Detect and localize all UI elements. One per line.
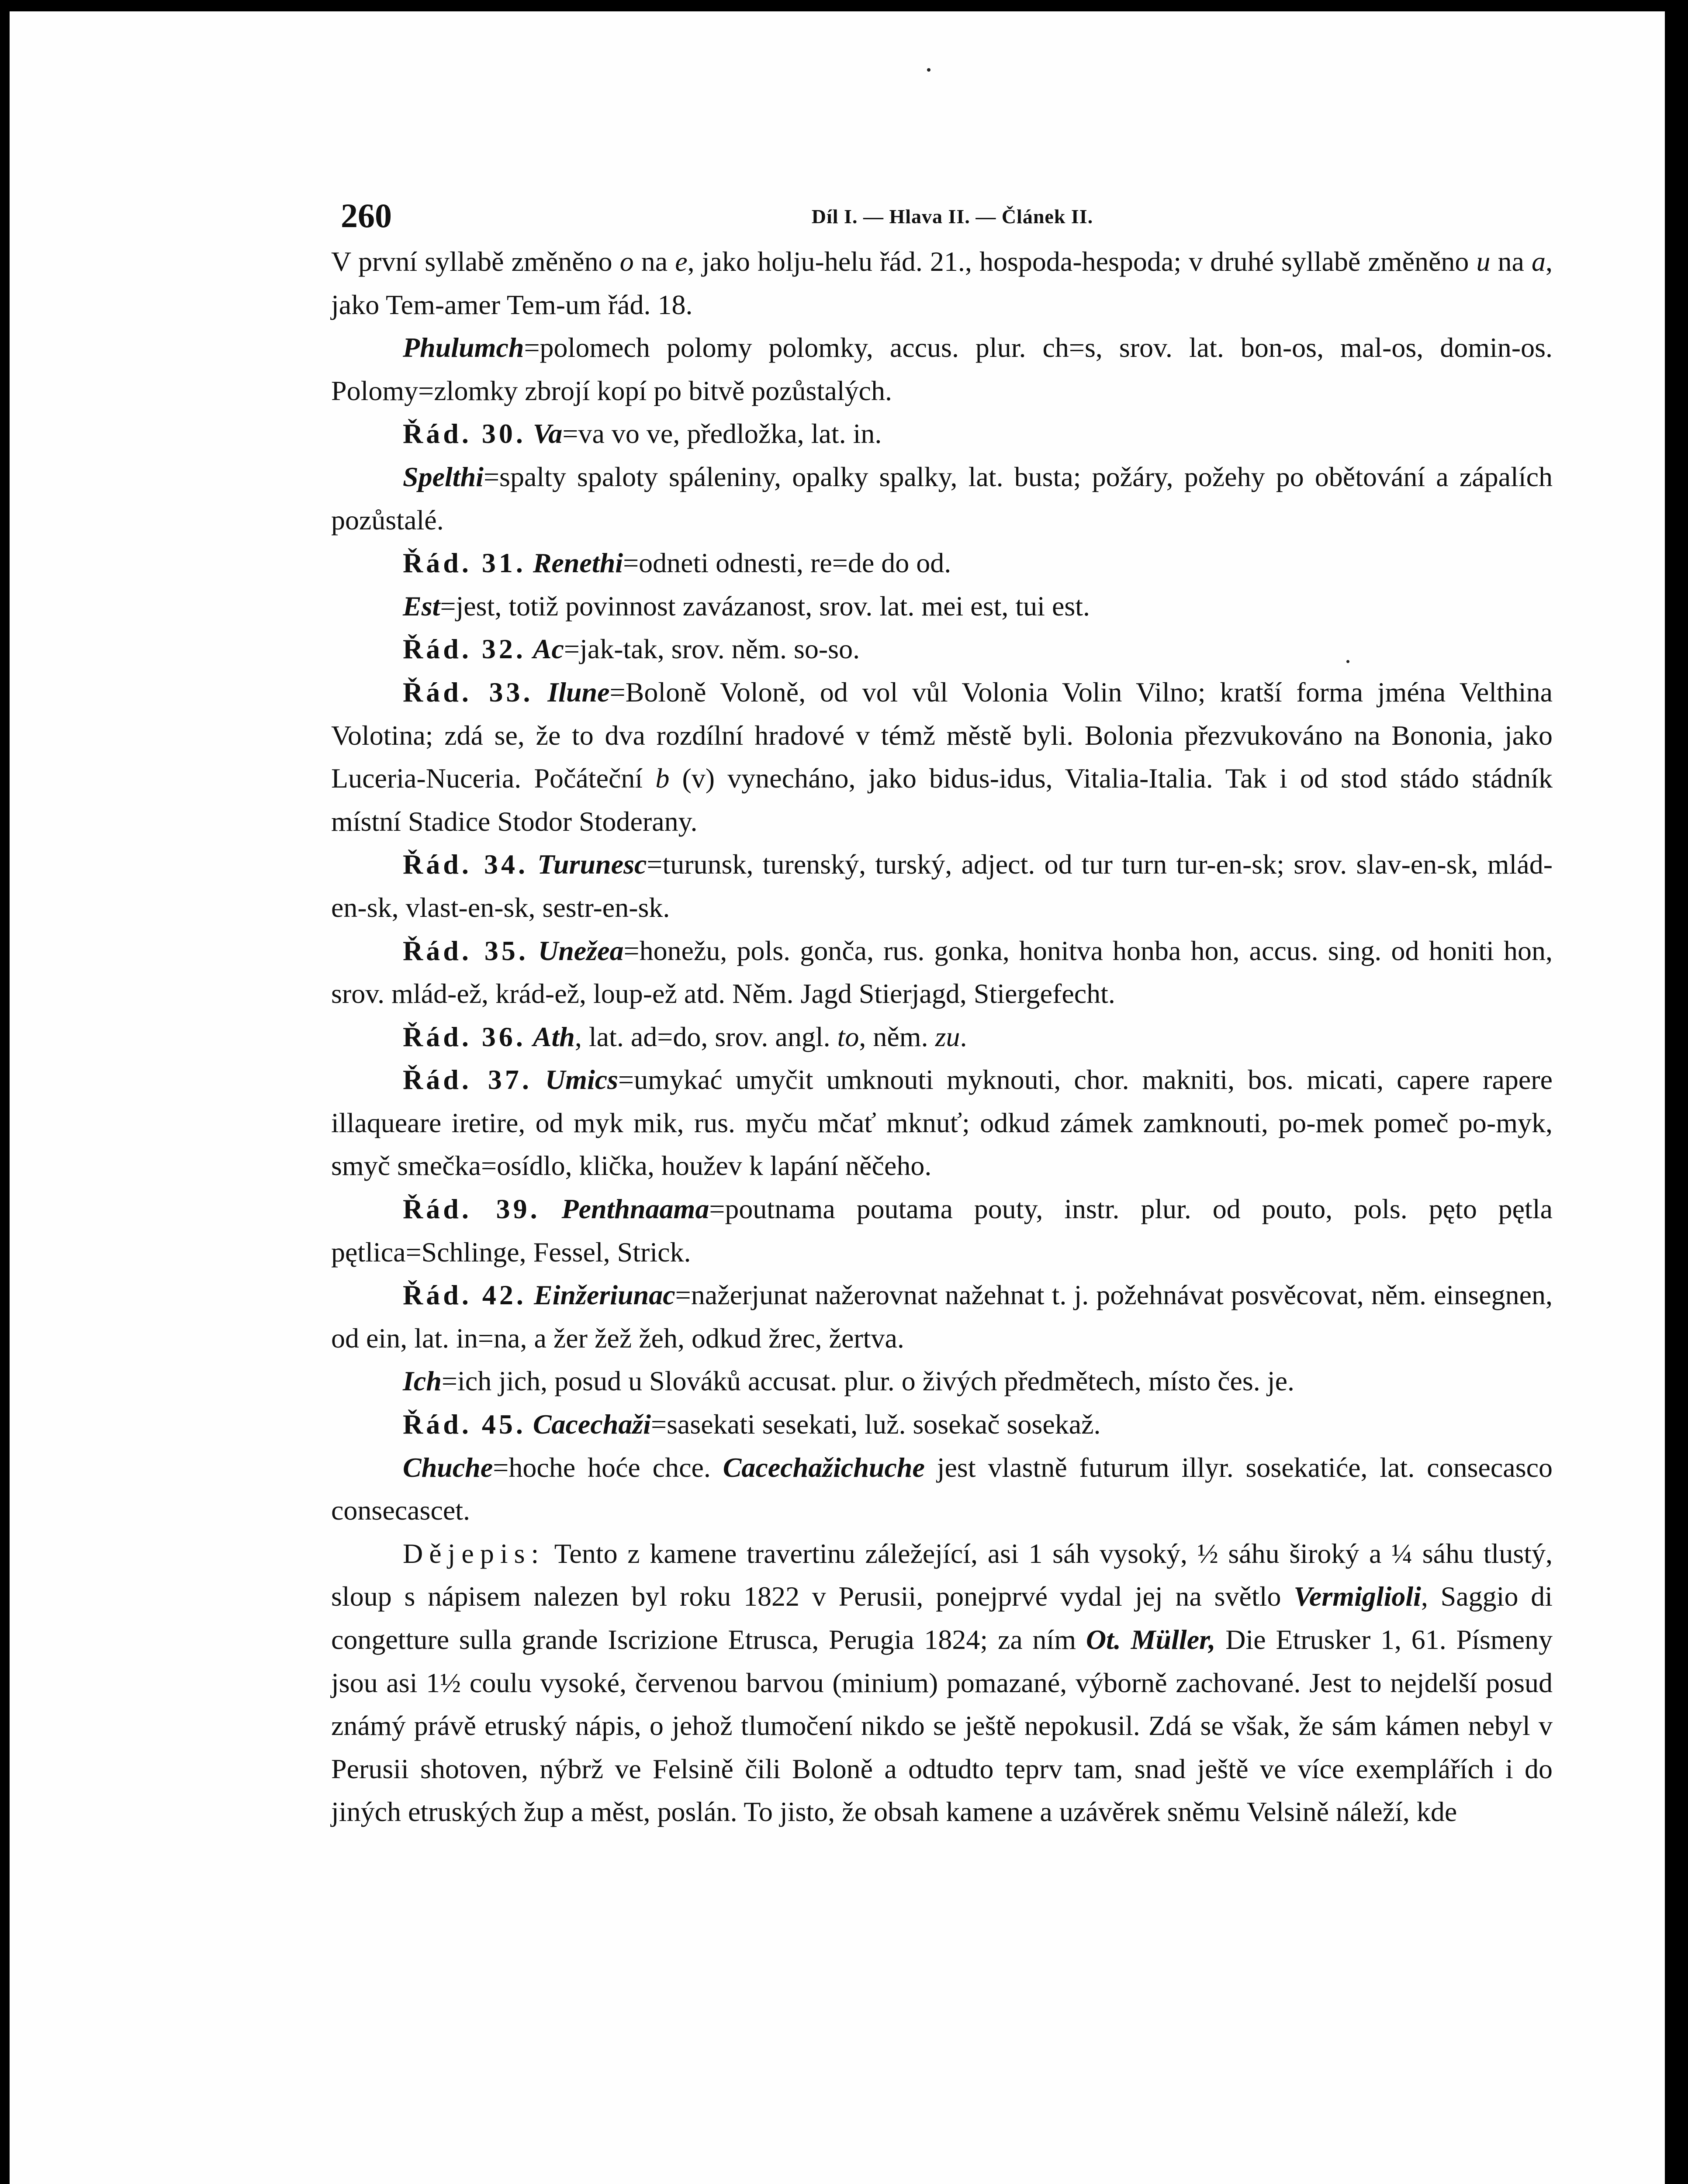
etruscan-term: Ac bbox=[533, 633, 564, 665]
gloss-text: (v) vynecháno, jako bidus-idus, Vitalia-Italia. Tak i od stod stádo stádník místní Stadice Stodor Stoderany. bbox=[331, 763, 1553, 837]
paragraph bbox=[331, 542, 1553, 585]
etruscan-term: Renethi bbox=[533, 547, 623, 579]
text-run: , Saggio di congetture sulla grande Iscrizione Etrusca, Perugia 1824; za ním bbox=[331, 1581, 1553, 1655]
gloss-text: =honežu, pols. gonča, rus. gonka, honitva honba hon, accus. sing. od honiti hon, srov. mlád-ež, krád-ež, loup-ež atd. Něm. Jagd Stierjagd, Stiergefecht. bbox=[331, 935, 1553, 1009]
text-run: e bbox=[675, 246, 688, 277]
text-run: o bbox=[619, 246, 634, 277]
gloss-text: , lat. ad=do, srov. angl. bbox=[574, 1021, 837, 1052]
paragraph bbox=[331, 628, 1553, 671]
line-reference: Řád. 39. bbox=[403, 1193, 540, 1225]
paragraph bbox=[331, 456, 1553, 542]
paragraph bbox=[331, 1188, 1553, 1274]
etruscan-term: Phulumch bbox=[403, 332, 524, 363]
text-run: zu bbox=[935, 1021, 960, 1052]
text-run: Tento z kamene travertinu záležející, asi 1 sáh vysoký, ½ sáhu široký a ¼ sáhu tlustý, sloup s nápisem nalezen byl roku 1822 v Perusii, ponejprvé vydal jej na světlo bbox=[331, 1538, 1553, 1612]
paragraph bbox=[331, 843, 1553, 929]
paragraph bbox=[331, 1360, 1553, 1403]
paragraph bbox=[331, 326, 1553, 412]
paragraph bbox=[331, 1446, 1553, 1532]
line-reference: Řád. 32. bbox=[403, 633, 526, 665]
running-head: Díl I. — Hlava II. — Článek II. bbox=[811, 205, 1093, 228]
gloss-text: =umykać umyčit umknouti myknouti, chor. makniti, bos. micati, capere rapere illaqueare iretire, od myk mik, rus. myču mčať mknuť; odkud zámek zamknouti, po-mek pomeč po-myk, smyč smečka=osídlo, klička, houžev k lapání něčeho. bbox=[331, 1064, 1553, 1182]
author-name: Vermiglioli bbox=[1294, 1581, 1421, 1612]
etruscan-term: Ath bbox=[533, 1021, 575, 1052]
text-run: , jako holju-helu řád. 21., hospoda-hespoda; v druhé syllabě změněno bbox=[687, 246, 1477, 277]
gloss-text: =ich jich, posud u Slováků accusat. plur. o živých předmětech, místo čes. je. bbox=[441, 1365, 1294, 1397]
text-run: . bbox=[960, 1021, 967, 1052]
gloss-text: =va vo ve, předložka, lat. in. bbox=[562, 418, 882, 449]
text-run: na bbox=[633, 246, 675, 277]
etruscan-term: Turunesc bbox=[537, 849, 647, 880]
paragraph bbox=[331, 1274, 1553, 1360]
body-text bbox=[331, 240, 1553, 1834]
paragraph bbox=[331, 240, 1553, 326]
line-reference: Řád. 34. bbox=[403, 849, 529, 880]
gloss-text: =jak-tak, srov. něm. so-so. bbox=[564, 633, 860, 665]
text-run: b bbox=[655, 763, 670, 794]
paragraph bbox=[331, 1058, 1553, 1188]
paragraph bbox=[331, 412, 1553, 456]
etruscan-term: Va bbox=[533, 418, 563, 449]
text-run: , jako Tem-amer Tem-um řád. 18. bbox=[331, 246, 1553, 320]
gloss-text: =nažerjunat nažerovnat nažehnat t. j. požehnávat posvěcovat, něm. einsegnen, od ein, lat. in=na, a žer žež žeh, odkud žrec, žertva. bbox=[331, 1279, 1553, 1354]
paragraph bbox=[331, 1016, 1553, 1059]
gloss-text: =odneti odnesti, re=de do od. bbox=[623, 547, 951, 579]
gloss-text: =spalty spaloty spáleniny, opalky spalky, lat. busta; požáry, požehy po obětování a zápalích pozůstalé. bbox=[331, 461, 1553, 536]
text-run: u bbox=[1476, 246, 1491, 277]
gloss-text: , něm. bbox=[859, 1021, 935, 1052]
page-number: 260 bbox=[341, 197, 392, 235]
paragraph bbox=[331, 1403, 1553, 1446]
paragraph bbox=[331, 585, 1553, 628]
etruscan-term: Unežea bbox=[538, 935, 624, 966]
etruscan-term: Cacechažichuche bbox=[723, 1451, 925, 1483]
etruscan-term: Ilune bbox=[547, 676, 610, 708]
gloss-text: =polomech polomy polomky, accus. plur. ch=s, srov. lat. bon-os, mal-os, domin-os. Polomy=zlomky zbrojí kopí po bitvě pozůstalých. bbox=[331, 332, 1553, 406]
paragraph bbox=[331, 930, 1553, 1016]
etruscan-term: Umics bbox=[545, 1064, 619, 1095]
line-reference: Řád. 42. bbox=[403, 1279, 526, 1311]
text-run: a bbox=[1532, 246, 1546, 277]
gloss-text: =poutnama poutama pouty, instr. plur. od pouto, pols. pęto pętla pętlica=Schlinge, Fessel, Strick. bbox=[331, 1193, 1553, 1268]
etruscan-term: Cacechaži bbox=[533, 1409, 651, 1440]
line-reference: Řád. 37. bbox=[403, 1064, 532, 1095]
speck bbox=[927, 68, 930, 72]
etruscan-term: Chuche bbox=[403, 1451, 493, 1483]
text-run: na bbox=[1490, 246, 1532, 277]
etruscan-term: Spelthi bbox=[403, 461, 484, 492]
text-run: to bbox=[837, 1021, 859, 1052]
etruscan-term: Einžeriunac bbox=[534, 1279, 675, 1311]
line-reference: Řád. 31. bbox=[403, 547, 526, 579]
gloss-text: =sasekati sesekati, luž. sosekač sosekaž. bbox=[651, 1409, 1101, 1440]
gloss-text: jest vlastně futurum illyr. sosekatiće, lat. consecasco consecascet. bbox=[331, 1451, 1553, 1526]
line-reference: Řád. 30. bbox=[403, 418, 526, 449]
etruscan-term: Ich bbox=[403, 1365, 442, 1397]
gloss-text: =Boloně Voloně, od vol vůl Volonia Volin Vilno; kratší forma jména Velthina Volotina; zdá se, že to dva rozdílní hradové v témž městě byli. Bolonia přezvukováno na Bononia, jako Luceria-Nuceria. Počáteční bbox=[331, 676, 1553, 794]
page-header bbox=[341, 194, 1564, 242]
line-reference: Řád. 45. bbox=[403, 1409, 526, 1440]
etruscan-term: Est bbox=[403, 590, 440, 622]
author-name: Ot. Müller, bbox=[1086, 1624, 1216, 1655]
text-run: Die Etrusker 1, 61. Písmeny jsou asi 1½ coulu vysoké, červenou barvou (minium) pomazané, výborně zachované. Jest to nejdelší posud známý právě etruský nápis, o jehož tlumočení nikdo se ještě nepokusil. Zdá se však, že sám kámen nebyl v Perusii shotoven, nýbrž ve Felsině čili Boloně a odtudto teprv tam, snad ještě ve více exemplářích i do jiných etruských žup a měst, poslán. To jisto, že obsah kamene a uzávěrek sněmu Velsině náleží, kde bbox=[331, 1624, 1553, 1828]
paragraph bbox=[331, 1532, 1553, 1834]
line-reference: Řád. 33. bbox=[403, 676, 533, 708]
line-reference: Řád. 35. bbox=[403, 935, 529, 966]
line-reference: Řád. 36. bbox=[403, 1021, 526, 1052]
paragraph bbox=[331, 671, 1553, 843]
text-run: V první syllabě změněno bbox=[331, 246, 620, 277]
gloss-text: =hoche hoće chce. bbox=[493, 1451, 723, 1483]
gloss-text: =turunsk, turenský, turský, adject. od tur turn tur-en-sk; srov. slav-en-sk, mlád-en-sk, vlast-en-sk, sestr-en-sk. bbox=[331, 849, 1553, 923]
gloss-text: =jest, totiž povinnost zavázanost, srov. lat. mei est, tui est. bbox=[440, 590, 1090, 622]
etruscan-term: Penthnaama bbox=[561, 1193, 709, 1225]
section-lead: Dějepis: bbox=[403, 1538, 545, 1569]
